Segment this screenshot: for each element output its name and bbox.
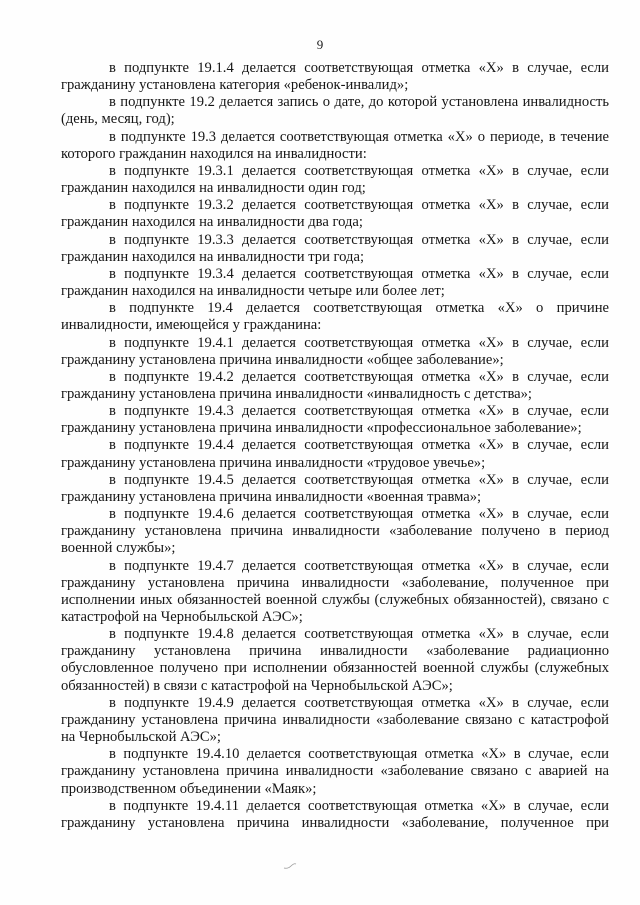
paragraph-19-4-6: в подпункте 19.4.6 делается соответствующая отметка «Х» в случае, если гражданину установлена причина инвалидности «заболевание получено в период военной службы»; xyxy=(61,506,609,557)
paragraph-19-3: в подпункте 19.3 делается соответствующая отметка «Х» о периоде, в течение которого гражданин находился на инвалидности: xyxy=(61,128,609,162)
paragraph-19-4-1: в подпункте 19.4.1 делается соответствующая отметка «Х» в случае, если гражданину установлена причина инвалидности «общее заболевание»; xyxy=(61,334,609,368)
paragraph-19-3-3: в подпункте 19.3.3 делается соответствующая отметка «Х» в случае, если гражданин находился на инвалидности три года; xyxy=(61,231,609,265)
paragraph-19-4: в подпункте 19.4 делается соответствующая отметка «Х» о причине инвалидности, имеющейся у гражданина: xyxy=(61,300,609,334)
paragraph-19-4-9: в подпункте 19.4.9 делается соответствующая отметка «Х» в случае, если гражданину установлена причина инвалидности «заболевание связано с катастрофой на Чернобыльской АЭС»; xyxy=(61,694,609,746)
paragraph-19-4-5: в подпункте 19.4.5 делается соответствующая отметка «Х» в случае, если гражданину установлена причина инвалидности «военная травма»; xyxy=(61,471,609,505)
paragraph-19-4-8: в подпункте 19.4.8 делается соответствующая отметка «Х» в случае, если гражданину установлена причина инвалидности «заболевание радиационно обусловленное получено при исполнении обязанностей военной службы (служебных обязанностей) в связи с катастрофой на Чернобыльской АЭС»; xyxy=(61,626,609,694)
paragraph-19-4-3: в подпункте 19.4.3 делается соответствующая отметка «Х» в случае, если гражданину установлена причина инвалидности «профессиональное заболевание»; xyxy=(61,403,609,437)
paragraph-19-1-4: в подпункте 19.1.4 делается соответствующая отметка «Х» в случае, если гражданину установлена категория «ребенок-инвалид»; xyxy=(61,60,609,94)
paragraph-19-4-11: в подпункте 19.4.11 делается соответствующая отметка «Х» в случае, если гражданину установлена причина инвалидности «заболевание, полученное при xyxy=(61,797,609,831)
paragraph-19-4-2: в подпункте 19.4.2 делается соответствующая отметка «Х» в случае, если гражданину установлена причина инвалидности «инвалидность с детства»; xyxy=(61,368,609,402)
scan-mark xyxy=(283,862,297,870)
paragraph-19-3-1: в подпункте 19.3.1 делается соответствующая отметка «Х» в случае, если гражданин находился на инвалидности один год; xyxy=(61,162,609,197)
paragraph-19-3-2: в подпункте 19.3.2 делается соответствующая отметка «Х» в случае, если гражданин находился на инвалидности два года; xyxy=(61,197,609,231)
paragraph-19-4-10: в подпункте 19.4.10 делается соответствующая отметка «Х» в случае, если гражданину установлена причина инвалидности «заболевание связано с аварией на производственном объединении «Маяк»; xyxy=(61,746,609,797)
page-number: 9 xyxy=(316,37,324,52)
paragraph-19-4-4: в подпункте 19.4.4 делается соответствующая отметка «Х» в случае, если гражданину установлена причина инвалидности «трудовое увечье»; xyxy=(61,437,609,471)
paragraph-19-2: в подпункте 19.2 делается запись о дате, до которой установлена инвалидность (день, месяц, год); xyxy=(61,94,609,128)
paragraph-19-4-7: в подпункте 19.4.7 делается соответствующая отметка «Х» в случае, если гражданину установлена причина инвалидности «заболевание, полученное при исполнении иных обязанностей военной службы (служебных обязанностей), связано с катастрофой на Чернобыльской АЭС»; xyxy=(61,557,609,625)
paragraph-19-3-4: в подпункте 19.3.4 делается соответствующая отметка «Х» в случае, если гражданин находился на инвалидности четыре или более лет; xyxy=(61,265,609,300)
document-body xyxy=(61,60,609,832)
